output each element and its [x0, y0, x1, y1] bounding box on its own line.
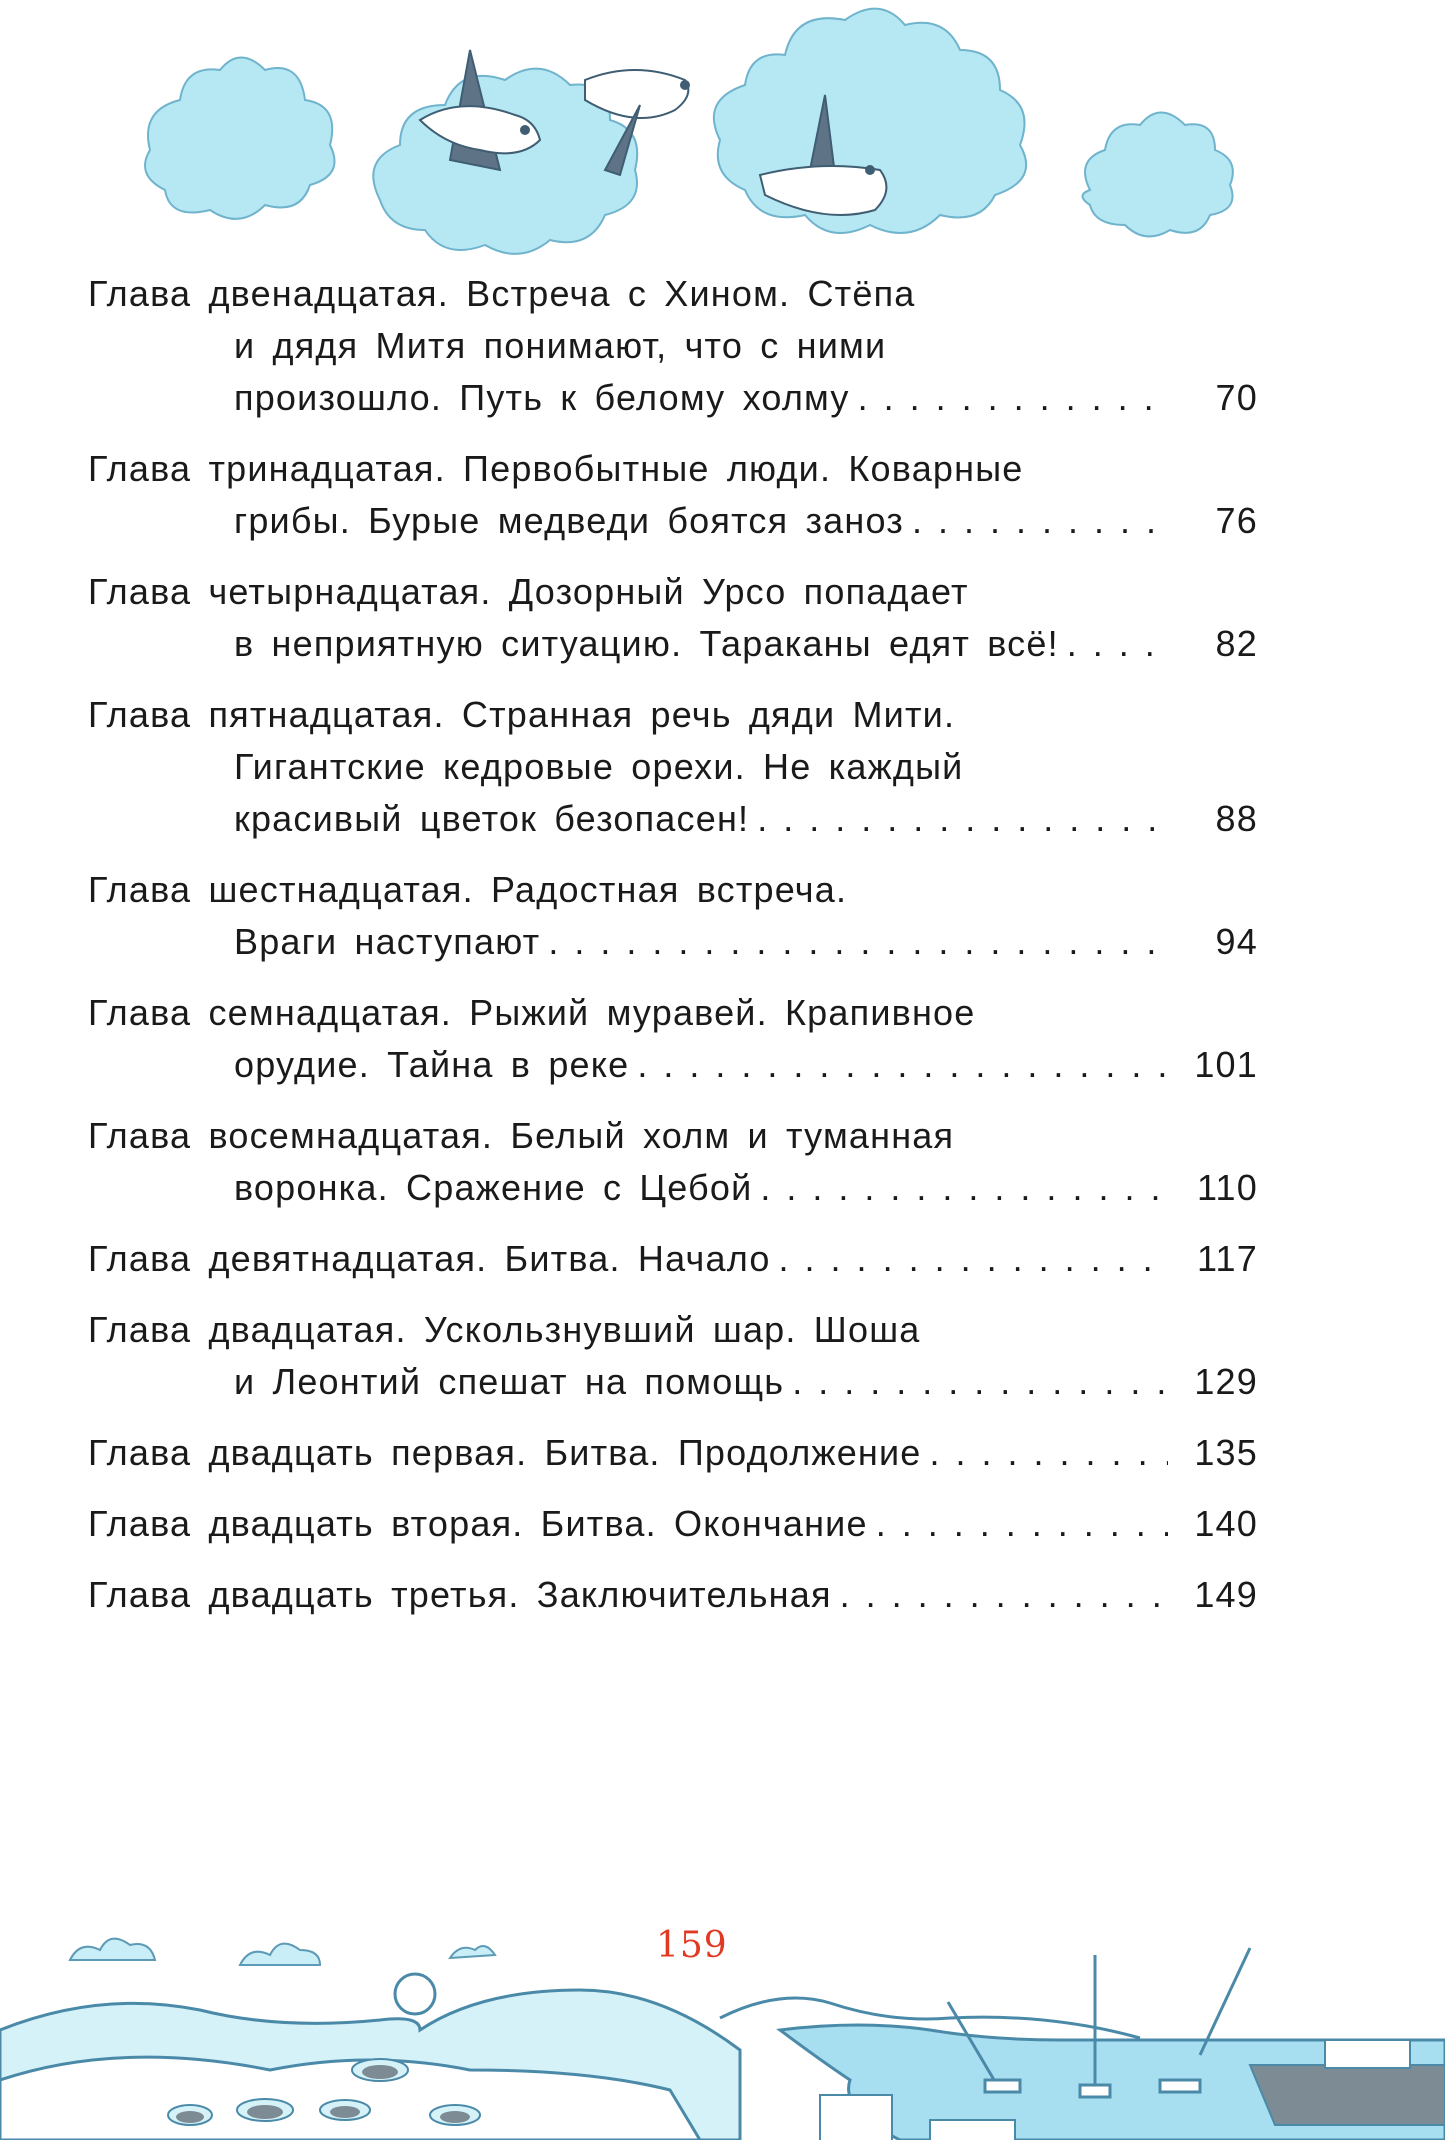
page-number: 159	[656, 1925, 728, 1966]
dot-leader	[548, 916, 1168, 968]
toc-entry-title-line: Глава тринадцатая. Первобытные люди. Коварные	[88, 448, 1024, 489]
toc-page-number[interactable]: 129	[1194, 1361, 1258, 1402]
toc-entry-title-line: в неприятную ситуацию. Тараканы едят всё!	[234, 623, 1059, 664]
toc-entry-title-line: Глава восемнадцатая. Белый холм и туманная	[88, 1115, 955, 1156]
dot-leader	[876, 1498, 1168, 1550]
dot-leader	[637, 1039, 1168, 1091]
toc-entry-chapter-13[interactable]	[88, 443, 1258, 547]
clouds-and-birds-icon	[0, 0, 1445, 260]
toc-entry-chapter-19[interactable]	[88, 1233, 1258, 1285]
toc-entry-title-line: Глава двенадцатая. Встреча с Хином. Стёпа	[88, 273, 916, 314]
toc-entry-title-line: Гигантские кедровые орехи. Не каждый	[234, 746, 964, 787]
toc-entry-last-line	[88, 372, 1258, 424]
toc-page-number[interactable]: 117	[1197, 1238, 1258, 1279]
dot-leader	[757, 793, 1168, 845]
toc-entry-title-line: Глава двадцать третья. Заключительная	[88, 1574, 832, 1615]
toc-entry-title-line: Глава пятнадцатая. Странная речь дяди Мити.	[88, 694, 956, 735]
toc-entry-last-line	[88, 1162, 1258, 1214]
dot-leader	[792, 1356, 1168, 1408]
toc-entry-title-line: Глава шестнадцатая. Радостная встреча.	[88, 869, 848, 910]
toc-entry-title-line: и дядя Митя понимают, что с ними	[234, 325, 887, 366]
toc-page-number[interactable]: 88	[1215, 798, 1258, 839]
toc-entry-title-line: Враги наступают	[234, 921, 541, 962]
dot-leader	[1067, 618, 1168, 670]
toc-entry-last-line	[88, 1233, 1258, 1285]
toc-page-number[interactable]: 149	[1194, 1574, 1258, 1615]
toc-entry-title-line: грибы. Бурые медведи боятся заноз	[234, 500, 905, 541]
toc-entry-chapter-22[interactable]	[88, 1498, 1258, 1550]
dot-leader	[912, 495, 1168, 547]
toc-entry-chapter-15[interactable]	[88, 689, 1258, 845]
toc-entry-title-line: Глава двадцатая. Ускользнувший шар. Шоша	[88, 1309, 921, 1350]
toc-entry-title-line: произошло. Путь к белому холму	[234, 377, 850, 418]
toc-entry-chapter-21[interactable]	[88, 1427, 1258, 1479]
toc-entry-last-line	[88, 1569, 1258, 1621]
toc-entry-chapter-18[interactable]	[88, 1110, 1258, 1214]
toc-entry-title-line: Глава четырнадцатая. Дозорный Урсо попадает	[88, 571, 969, 612]
toc-entry-last-line	[88, 495, 1258, 547]
toc-entry-title-line: Глава двадцать вторая. Битва. Окончание	[88, 1503, 868, 1544]
dot-leader	[930, 1427, 1168, 1479]
dot-leader	[779, 1233, 1168, 1285]
toc-entry-chapter-23[interactable]	[88, 1569, 1258, 1621]
toc-entry-chapter-20[interactable]	[88, 1304, 1258, 1408]
toc-entry-title-line: и Леонтий спешат на помощь	[234, 1361, 785, 1402]
toc-page-number[interactable]: 82	[1215, 623, 1258, 664]
table-of-contents	[88, 268, 1258, 1640]
toc-entry-last-line	[88, 618, 1258, 670]
toc-entry-title-line: Глава двадцать первая. Битва. Продолжение	[88, 1432, 922, 1473]
toc-entry-chapter-12[interactable]	[88, 268, 1258, 424]
toc-entry-chapter-17[interactable]	[88, 987, 1258, 1091]
toc-entry-title-line: Глава девятнадцатая. Битва. Начало	[88, 1238, 771, 1279]
toc-page-number[interactable]: 101	[1194, 1044, 1258, 1085]
toc-entry-title-line: красивый цветок безопасен!	[234, 798, 750, 839]
toc-page-number[interactable]: 110	[1197, 1167, 1258, 1208]
toc-entry-title-line: воронка. Сражение с Цебой	[234, 1167, 753, 1208]
toc-page-number[interactable]: 140	[1194, 1503, 1258, 1544]
toc-page-number[interactable]: 94	[1215, 921, 1258, 962]
toc-entry-last-line	[88, 1427, 1258, 1479]
toc-entry-last-line	[88, 1498, 1258, 1550]
toc-entry-title-line: орудие. Тайна в реке	[234, 1044, 630, 1085]
toc-page-number[interactable]: 70	[1215, 377, 1258, 418]
toc-entry-last-line	[88, 1039, 1258, 1091]
toc-entry-last-line	[88, 793, 1258, 845]
toc-page-number[interactable]: 76	[1215, 500, 1258, 541]
toc-entry-last-line	[88, 1356, 1258, 1408]
toc-entry-last-line	[88, 916, 1258, 968]
toc-entry-chapter-14[interactable]	[88, 566, 1258, 670]
dot-leader	[840, 1569, 1168, 1621]
toc-page-number[interactable]: 135	[1194, 1432, 1258, 1473]
dot-leader	[858, 372, 1168, 424]
toc-entry-title-line: Глава семнадцатая. Рыжий муравей. Крапивное	[88, 992, 976, 1033]
toc-entry-chapter-16[interactable]	[88, 864, 1258, 968]
dot-leader	[760, 1162, 1168, 1214]
